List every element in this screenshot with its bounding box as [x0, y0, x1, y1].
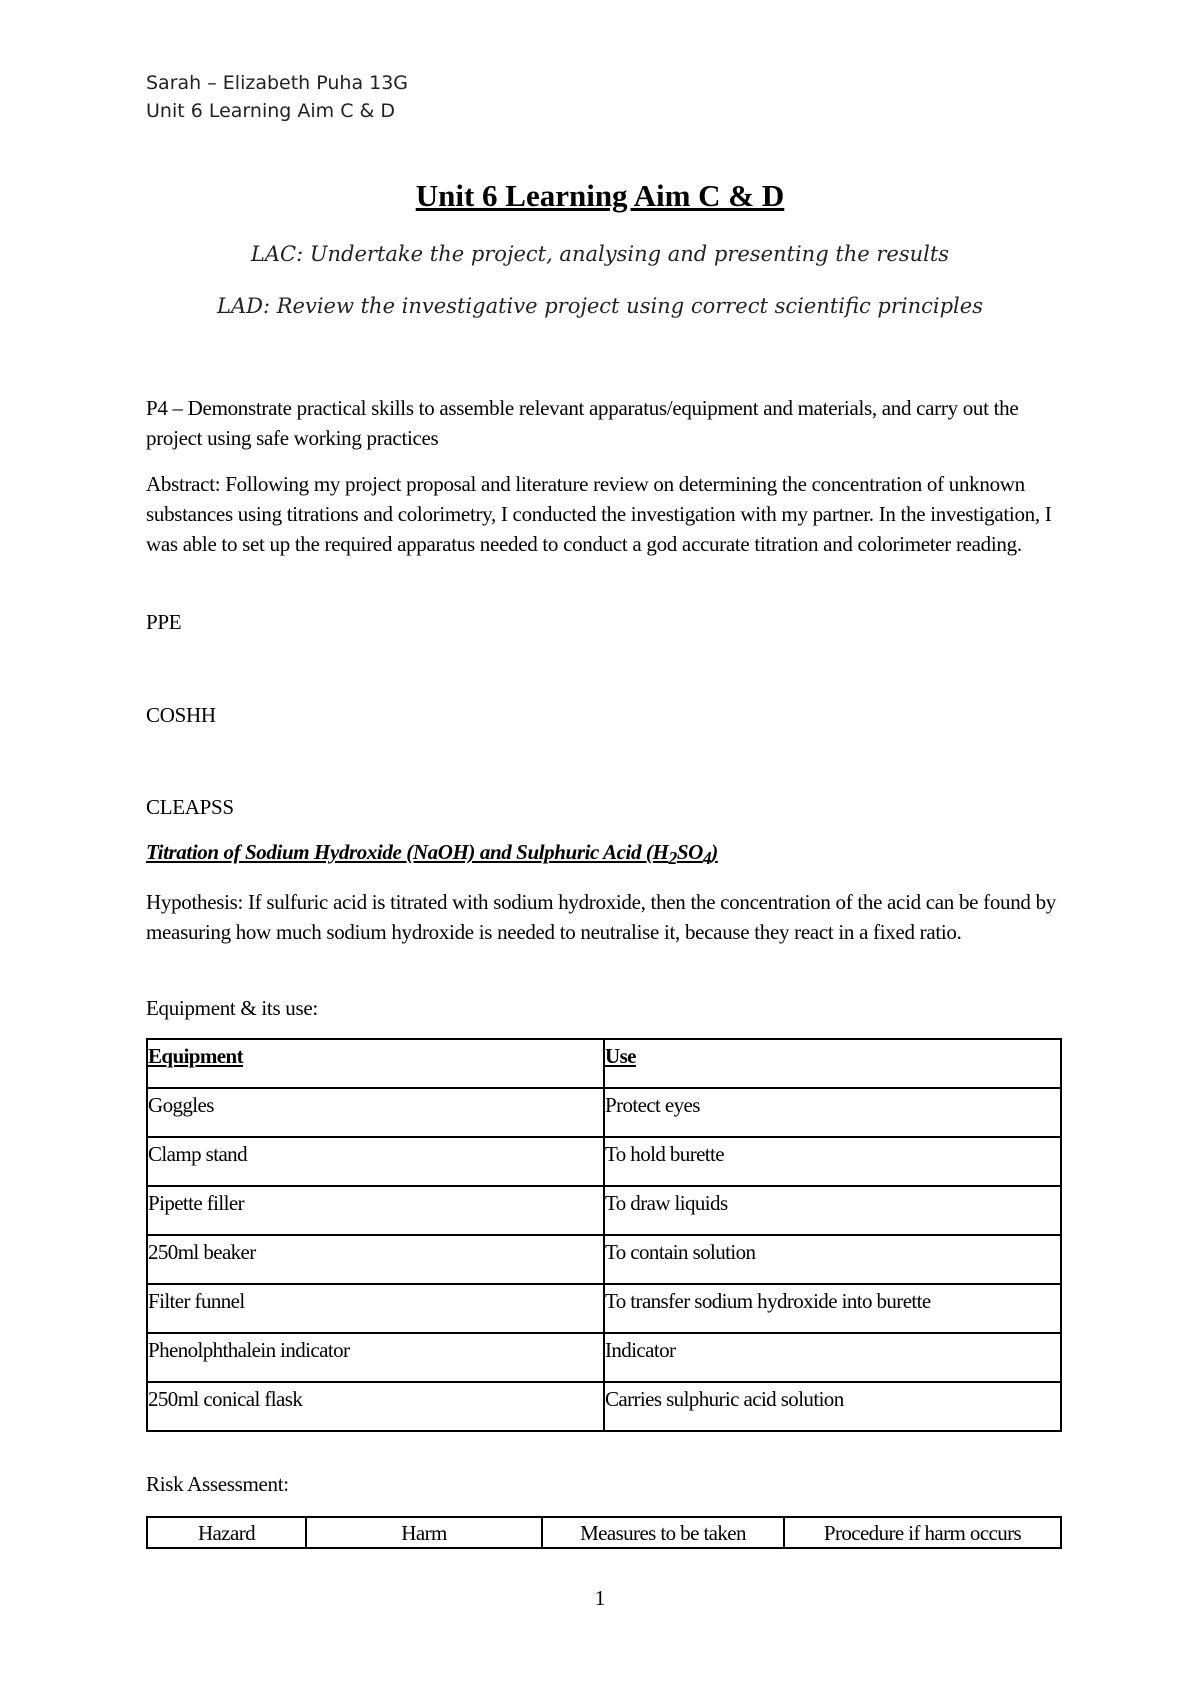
lac-subtitle: LAC: Undertake the project, analysing and presenting the results: [250, 242, 950, 266]
equipment-cell: 250ml conical flask: [147, 1382, 604, 1431]
equipment-cell: Filter funnel: [147, 1284, 604, 1333]
header-author: Sarah – Elizabeth Puha 13G: [146, 72, 409, 94]
use-cell: Protect eyes: [604, 1088, 1061, 1137]
use-cell: Indicator: [604, 1333, 1061, 1382]
coshh-heading: COSHH: [146, 703, 216, 727]
equipment-label: Equipment & its use:: [146, 996, 318, 1020]
equipment-cell: Clamp stand: [147, 1137, 604, 1186]
equipment-cell: Phenolphthalein indicator: [147, 1333, 604, 1382]
column-header-harm: Harm: [306, 1517, 542, 1548]
abstract-paragraph: Abstract: Following my project proposal and literature review on determining the concentration of unknown substances using titrations and colorimetry, I conducted the investigation with my partner. In the investigation, I was able to set up the required apparatus needed to conduct a god accurate titration and colorimeter reading.: [146, 472, 1052, 556]
equipment-cell: Pipette filler: [147, 1186, 604, 1235]
risk-table: [146, 1516, 1062, 1549]
use-cell: Carries sulphuric acid solution: [604, 1382, 1061, 1431]
p4-criterion: P4 – Demonstrate practical skills to assemble relevant apparatus/equipment and materials, and carry out the project using safe working practices: [146, 396, 1019, 450]
page-title: Unit 6 Learning Aim C & D: [415, 178, 785, 213]
use-cell: To hold burette: [604, 1137, 1061, 1186]
table-row: [147, 1235, 1061, 1284]
table-row: [147, 1284, 1061, 1333]
use-cell: To contain solution: [604, 1235, 1061, 1284]
cleapss-heading: CLEAPSS: [146, 795, 234, 819]
titration-heading: [146, 840, 718, 869]
equipment-cell: Goggles: [147, 1088, 604, 1137]
equipment-table: [146, 1038, 1062, 1432]
table-row: [147, 1137, 1061, 1186]
use-cell: To draw liquids: [604, 1186, 1061, 1235]
column-header-measures: Measures to be taken: [542, 1517, 784, 1548]
column-header-procedure: Procedure if harm occurs: [784, 1517, 1061, 1548]
column-header-use: Use: [604, 1039, 1061, 1088]
table-row: [147, 1186, 1061, 1235]
heading-text: ): [711, 840, 718, 864]
table-row: [147, 1088, 1061, 1137]
risk-assessment-label: Risk Assessment:: [146, 1472, 289, 1496]
page-number: 1: [594, 1586, 606, 1610]
column-header-hazard: Hazard: [147, 1517, 306, 1548]
subscript: 4: [702, 848, 712, 869]
hypothesis-paragraph: Hypothesis: If sulfuric acid is titrated with sodium hydroxide, then the concentration of the acid can be found by measuring how much sodium hydroxide is needed to neutralise it, because they react in a fixed ratio.: [146, 890, 1056, 944]
heading-text: Titration of Sodium Hydroxide (NaOH) and Sulphuric Acid (H: [146, 840, 669, 864]
column-header-equipment: Equipment: [147, 1039, 604, 1088]
table-row: [147, 1333, 1061, 1382]
equipment-cell: 250ml beaker: [147, 1235, 604, 1284]
header-unit: Unit 6 Learning Aim C & D: [146, 100, 395, 122]
heading-text: SO: [676, 840, 703, 864]
lad-subtitle: LAD: Review the investigative project using correct scientific principles: [217, 294, 983, 318]
subscript: 2: [668, 848, 677, 869]
table-row: [147, 1382, 1061, 1431]
use-cell: To transfer sodium hydroxide into burette: [604, 1284, 1061, 1333]
ppe-heading: PPE: [146, 610, 182, 634]
table-header-row: [147, 1039, 1061, 1088]
table-header-row: [147, 1517, 1061, 1548]
